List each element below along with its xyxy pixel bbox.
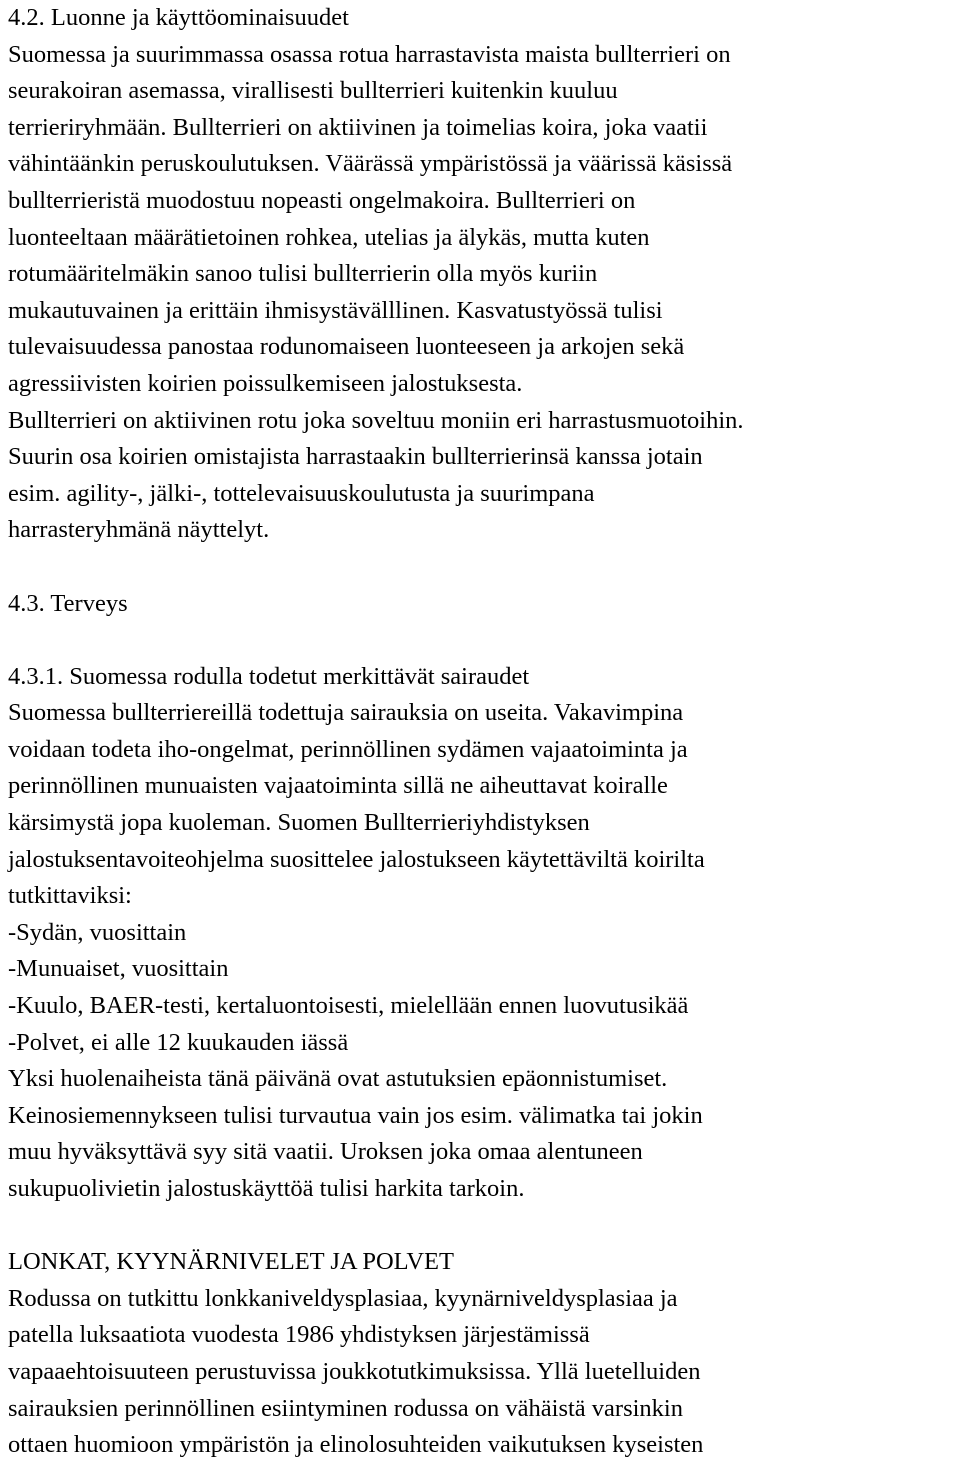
spacer: [8, 549, 958, 586]
paragraph-line: kärsimystä jopa kuoleman. Suomen Bullterrieriyhdistyksen: [8, 809, 590, 837]
paragraph-line: seurakoiran asemassa, virallisesti bullterrieri kuitenkin kuuluu: [8, 77, 618, 105]
section-4-2: [8, 0, 958, 549]
paragraph-line: rotumääritelmäkin sanoo tulisi bullterrierin olla myös kuriin: [8, 260, 598, 288]
paragraph-line: Suomessa bullterriereillä todettuja sairauksia on useita. Vakavimpina: [8, 699, 684, 727]
section-heading: 4.3.1. Suomessa rodulla todetut merkittävät sairaudet: [8, 662, 530, 690]
section-4-3: [8, 586, 958, 623]
section-lonkat: [8, 1244, 958, 1464]
list-item: -Munuaiset, vuosittain: [8, 955, 229, 983]
paragraph-line: esim. agility-, jälki-, tottelevaisuuskoulutusta ja suurimpana: [8, 479, 595, 507]
paragraph-line: Suomessa ja suurimmassa osassa rotua harrastavista maista bullterrieri on: [8, 40, 731, 68]
paragraph-line: patella luksaatiota vuodesta 1986 yhdistyksen järjestämissä: [8, 1321, 590, 1349]
section-heading: LONKAT, KYYNÄRNIVELET JA POLVET: [8, 1248, 454, 1276]
paragraph-line: luonteeltaan määrätietoinen rohkea, utelias ja älykäs, mutta kuten: [8, 223, 650, 251]
paragraph-line: mukautuvainen ja erittäin ihmisystävälllinen. Kasvatustyössä tulisi: [8, 296, 663, 324]
list-item: -Polvet, ei alle 12 kuukauden iässä: [8, 1028, 349, 1056]
document-body: [8, 0, 958, 1464]
paragraph-line: vapaaehtoisuuteen perustuvissa joukkotutkimuksissa. Yllä luetelluiden: [8, 1357, 701, 1385]
paragraph-line: tulevaisuudessa panostaa rodunomaiseen luonteeseen ja arkojen sekä: [8, 333, 685, 361]
spacer: [8, 1208, 958, 1245]
section-4-3-1: [8, 659, 958, 1208]
paragraph-line: harrasteryhmänä näyttelyt.: [8, 516, 270, 544]
paragraph-line: muu hyväksyttävä syy sitä vaatii. Uroksen joka omaa alentuneen: [8, 1138, 643, 1166]
paragraph-line: Rodussa on tutkittu lonkkaniveldysplasiaa, kyynärniveldysplasiaa ja: [8, 1284, 678, 1312]
paragraph-line: sairauksien perinnöllinen esiintyminen rodussa on vähäistä varsinkin: [8, 1394, 683, 1422]
paragraph-line: Suurin osa koirien omistajista harrastaakin bullterrierinsä kanssa jotain: [8, 443, 703, 471]
paragraph-line: bullterrieristä muodostuu nopeasti ongelmakoira. Bullterrieri on: [8, 186, 636, 214]
paragraph-line: tutkittaviksi:: [8, 882, 132, 910]
paragraph-line: perinnöllinen munuaisten vajaatoiminta sillä ne aiheuttavat koiralle: [8, 772, 668, 800]
paragraph-line: sukupuolivietin jalostuskäyttöä tulisi harkita tarkoin.: [8, 1175, 525, 1202]
section-heading: 4.2. Luonne ja käyttöominaisuudet: [8, 4, 349, 31]
paragraph-line: jalostuksentavoiteohjelma suosittelee jalostukseen käytettäviltä koirilta: [8, 845, 705, 873]
paragraph-line: agressiivisten koirien poissulkemiseen jalostuksesta.: [8, 369, 523, 397]
spacer: [8, 622, 958, 659]
section-heading: 4.3. Terveys: [8, 589, 128, 617]
paragraph-line: voidaan todeta iho-ongelmat, perinnöllinen sydämen vajaatoiminta ja: [8, 735, 688, 763]
paragraph-line: Yksi huolenaiheista tänä päivänä ovat astutuksien epäonnistumiset.: [8, 1065, 668, 1093]
list-item: -Kuulo, BAER-testi, kertaluontoisesti, mielellään ennen luovutusikää: [8, 992, 689, 1020]
list-item: -Sydän, vuosittain: [8, 918, 187, 946]
paragraph-line: Keinosiemennykseen tulisi turvautua vain jos esim. välimatka tai jokin: [8, 1101, 703, 1129]
paragraph-line: Bullterrieri on aktiivinen rotu joka soveltuu moniin eri harrastusmuotoihin.: [8, 406, 744, 434]
paragraph-line: ottaen huomioon ympäristön ja elinolosuhteiden vaikutuksen kyseisten: [8, 1431, 704, 1459]
paragraph-line: vähintäänkin peruskoulutuksen. Väärässä ympäristössä ja väärissä käsissä: [8, 150, 733, 178]
paragraph-line: terrieriryhmään. Bullterrieri on aktiivinen ja toimelias koira, joka vaatii: [8, 113, 708, 141]
